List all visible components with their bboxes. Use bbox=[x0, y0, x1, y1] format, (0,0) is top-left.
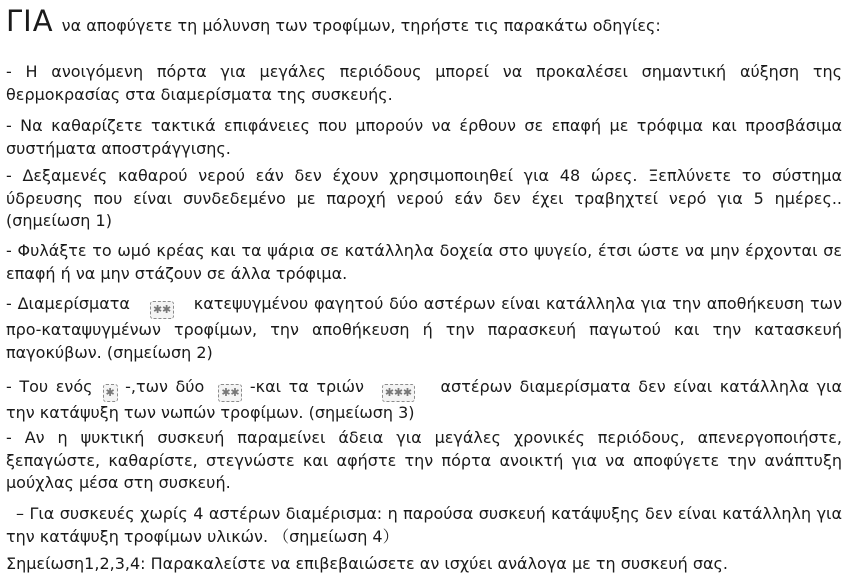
instruction-door-open: - Η ανοιγόμενη πόρτα για μεγάλες περιόδους μπορεί να προκαλέσει σημαντική αύξηση της θερμοκρασίας στα διαμερίσματα της συσκευής. bbox=[6, 62, 842, 104]
star-glyph: ✱ bbox=[152, 303, 162, 316]
star-text-part4: αστέρων διαμερίσματα δεν είναι κατάλληλα για την κατάψυξη των νωπών τροφίμων. (σημείωση 3) bbox=[6, 377, 843, 422]
instruction-raw-meat: - Φυλάξτε το ωμό κρέας και τα ψάρια σε κατάλληλα δοχεία στο ψυγείο, έτσι ώστε να μην έρχονται σε επαφή ή να μην στάζουν σε άλλα τρόφιμα. bbox=[6, 241, 842, 283]
star-glyph: ✱ bbox=[221, 386, 230, 399]
star-glyph: ✱ bbox=[402, 386, 412, 399]
one-star-compartment-icon bbox=[103, 384, 118, 402]
star-glyph: ✱ bbox=[393, 386, 403, 399]
instruction-no-four-star bbox=[6, 503, 842, 548]
instruction-star-ratings bbox=[6, 376, 842, 425]
star-text-part3: -και τα τριών bbox=[249, 377, 364, 396]
title-text: να αποφύγετε τη μόλυνση των τροφίμων, τηρήστε τις παρακάτω οδηγίες: bbox=[61, 16, 661, 35]
page-title bbox=[6, 4, 661, 38]
notes-footer: Σημείωση1,2,3,4: Παρακαλείστε να επιβεβαιώσετε αν ισχύει ανάλογα με τη συσκευή σας. bbox=[6, 554, 728, 573]
instruction-two-star-compartment bbox=[6, 293, 842, 364]
star-glyph: ✱ bbox=[230, 386, 239, 399]
star-glyph: ✱ bbox=[161, 303, 171, 316]
two-star-compartment-icon bbox=[150, 301, 174, 319]
two-star-compartment-icon bbox=[218, 384, 242, 402]
title-lead: ΓΙΑ bbox=[6, 4, 54, 38]
star-glyph: ✱ bbox=[105, 386, 114, 399]
star-text-part1: - Του ενός bbox=[6, 377, 93, 396]
two-star-text-after: κατεψυγμένου φαγητού δύο αστέρων είναι κατάλληλα για την αποθήκευση των προ-καταψυγμένων τροφίμων, την αποθήκευση ή την παρασκευή παγωτού και την κατασκευή παγοκύβων. (σημείωση 2) bbox=[6, 294, 843, 362]
two-star-text-before: - Διαμερίσματα bbox=[6, 294, 130, 313]
no-four-star-text: – Για συσκευές χωρίς 4 αστέρων διαμέρισμα: η παρούσα συσκευή κατάψυξης δεν είναι κατάλληλη για την κατάψυξη τροφίμων υλικών. （σημείωση 4） bbox=[6, 504, 842, 546]
three-star-compartment-icon bbox=[382, 384, 415, 402]
star-text-part2: -,των δύο bbox=[125, 377, 205, 396]
star-glyph: ✱ bbox=[384, 386, 394, 399]
instruction-water-tanks: - Δεξαμενές καθαρού νερού εάν δεν έχουν χρησιμοποιηθεί για 48 ώρες. Ξεπλύνετε το σύστημα ύδρευσης που είναι συνδεδεμένο με παροχή νερού εάν δεν έχει τραβηχτεί νερό για 5 ημέρες.. (σημείωση 1) bbox=[6, 166, 842, 230]
instruction-cleaning: - Να καθαρίζετε τακτικά επιφάνειες που μπορούν να έρθουν σε επαφή με τρόφιμα και προσβάσιμα συστήματα αποστράγγισης. bbox=[6, 116, 842, 158]
instruction-empty-appliance: - Αν η ψυκτική συσκευή παραμείνει άδεια για μεγάλες χρονικές περιόδους, απενεργοποιήστε, ξεπαγώστε, καθαρίστε, στεγνώστε και αφήστε την πόρτα ανοικτή για να αποφύγετε την ανάπτυξη μούχλας μέσα στη συσκευή. bbox=[6, 428, 842, 492]
